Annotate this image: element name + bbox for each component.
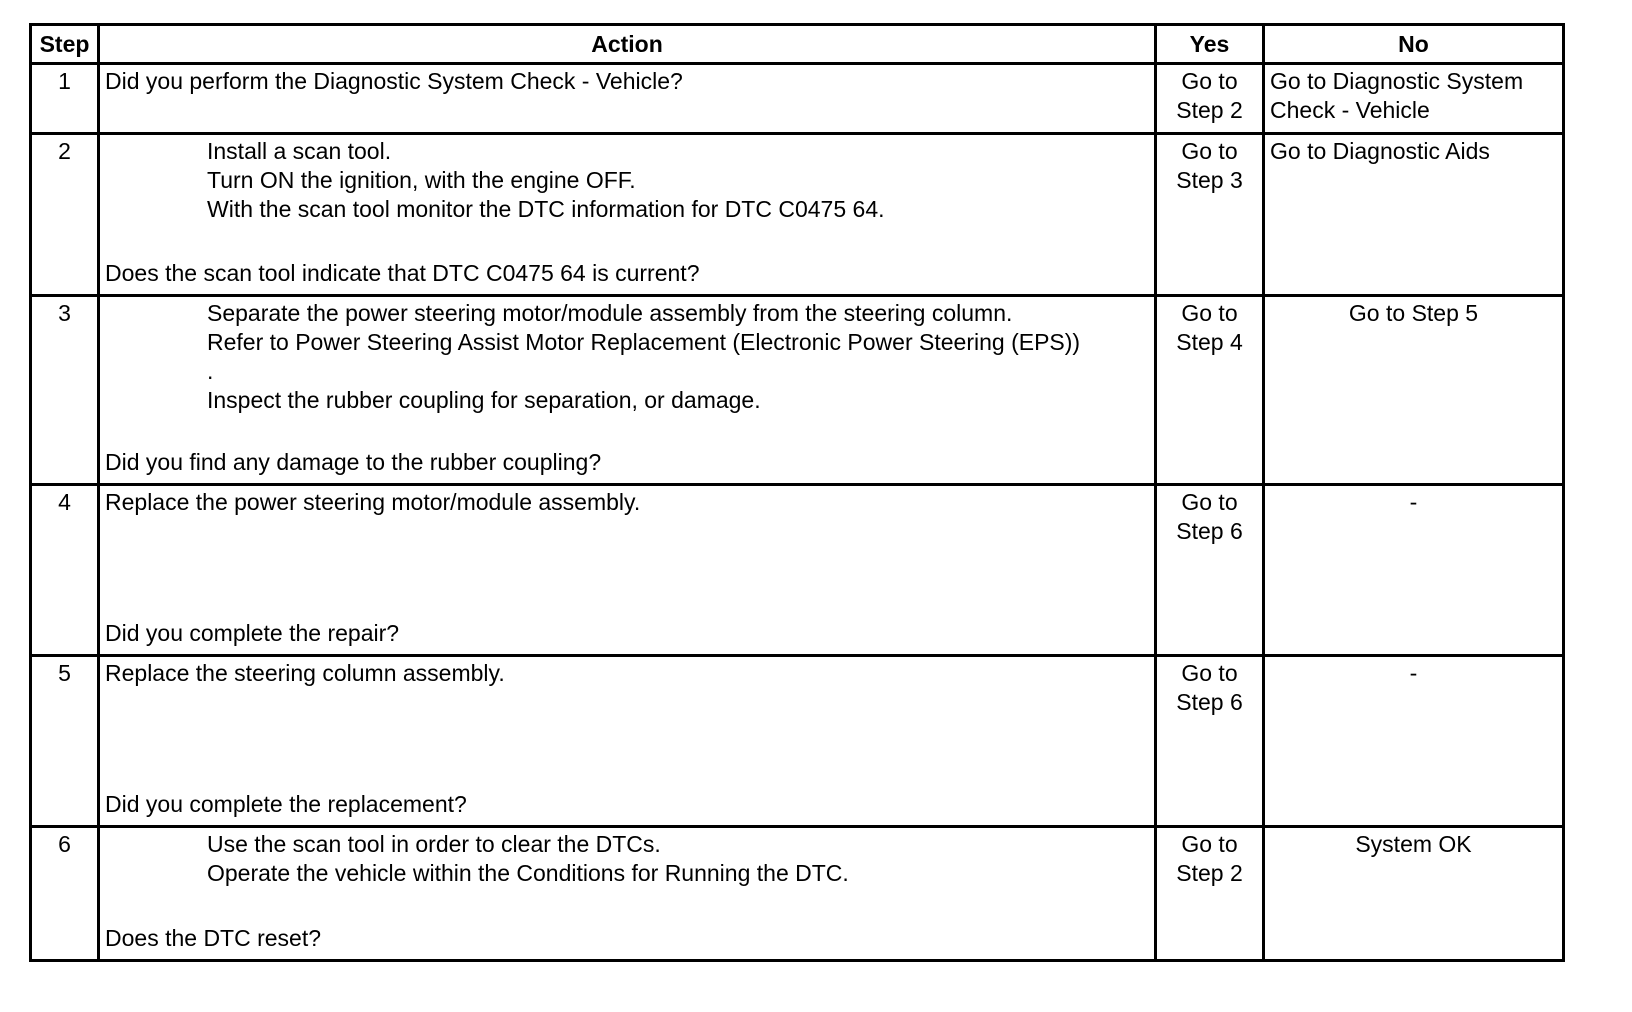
yes-cell: Go to Step 3 [1156,134,1264,296]
action-substep: Install a scan tool. [207,138,392,164]
action-substep: Use the scan tool in order to clear the DTCs. [207,831,661,857]
action-cell [99,485,1156,656]
header-no: No [1264,25,1564,64]
yes-cell: Go to Step 6 [1156,485,1264,656]
yes-cell: Go to Step 2 [1156,64,1264,134]
table-row [31,656,1564,827]
action-cell [99,656,1156,827]
action-question: Did you find any damage to the rubber coupling? [105,449,602,475]
action-substeps [105,299,1149,415]
no-cell: Go to Diagnostic Aids [1264,134,1564,296]
action-instruction: Replace the power steering motor/module assembly. [105,489,641,515]
action-question: Did you complete the repair? [105,620,400,646]
no-cell: Go to Step 5 [1264,296,1564,485]
yes-cell: Go to Step 6 [1156,656,1264,827]
action-cell [99,134,1156,296]
action-cell [99,296,1156,485]
action-question: Did you perform the Diagnostic System Check - Vehicle? [105,68,683,94]
step-number: 4 [31,485,99,656]
table-row [31,64,1564,134]
action-question: Did you complete the replacement? [105,791,467,817]
action-cell [99,827,1156,961]
step-number: 5 [31,656,99,827]
no-cell: System OK [1264,827,1564,961]
diagnostic-table [29,23,1565,962]
table-header-row [31,25,1564,64]
table-row [31,134,1564,296]
action-substep: Inspect the rubber coupling for separation, or damage. [207,387,761,413]
table-row [31,827,1564,961]
yes-cell: Go to Step 4 [1156,296,1264,485]
action-instruction: Replace the steering column assembly. [105,660,505,686]
action-substep: Separate the power steering motor/module assembly from the steering column. [207,300,1013,326]
action-substeps [105,137,1149,224]
no-cell: - [1264,485,1564,656]
header-yes: Yes [1156,25,1264,64]
action-cell [99,64,1156,134]
header-action: Action [99,25,1156,64]
action-substep: With the scan tool monitor the DTC information for DTC C0475 64. [207,196,885,222]
no-cell: - [1264,656,1564,827]
table-row [31,296,1564,485]
table-row [31,485,1564,656]
action-substeps [105,830,1149,888]
step-number: 1 [31,64,99,134]
action-substep: Turn ON the ignition, with the engine OFF. [207,167,636,193]
action-question: Does the DTC reset? [105,925,322,951]
step-number: 3 [31,296,99,485]
step-number: 6 [31,827,99,961]
yes-cell: Go to Step 2 [1156,827,1264,961]
action-question: Does the scan tool indicate that DTC C0475 64 is current? [105,260,700,286]
header-step: Step [31,25,99,64]
action-substep: Operate the vehicle within the Conditions for Running the DTC. [207,860,849,886]
no-cell: Go to Diagnostic System Check - Vehicle [1264,64,1564,134]
step-number: 2 [31,134,99,296]
action-substep: Refer to Power Steering Assist Motor Replacement (Electronic Power Steering (EPS)) . [207,329,1081,384]
